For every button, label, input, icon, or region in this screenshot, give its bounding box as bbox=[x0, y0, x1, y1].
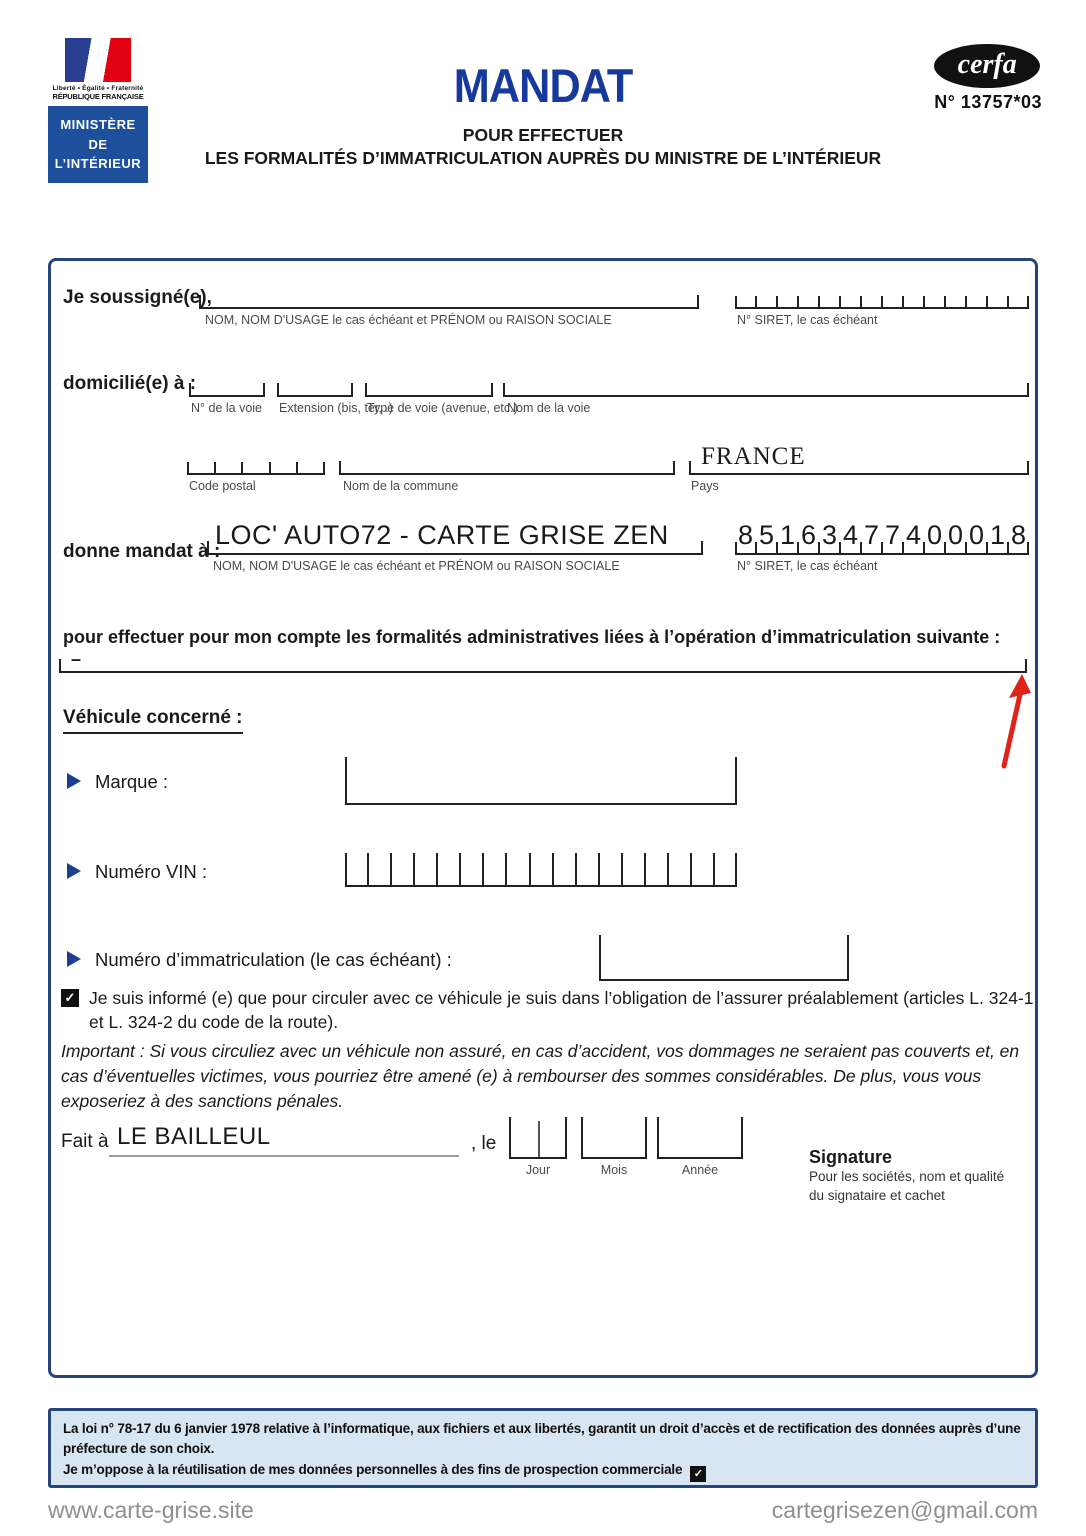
ministry-line: DE bbox=[88, 136, 108, 152]
jour-caption: Jour bbox=[525, 1163, 551, 1177]
nom-voie-caption: Nom de la voie bbox=[507, 401, 591, 415]
cerfa-oval-icon: cerfa bbox=[934, 44, 1040, 88]
voie-num-caption: N° de la voie bbox=[191, 401, 263, 415]
mandataire-name-caption: NOM, NOM D'USAGE le cas échéant et PRÉNOM ou RAISON SOCIALE bbox=[213, 559, 620, 573]
motto-text: Liberté • Égalité • Fraternité bbox=[52, 85, 144, 92]
arrow-bullet-icon bbox=[67, 863, 81, 879]
type-voie-caption: Type de voie (avenue, etc.) bbox=[367, 401, 518, 415]
mandat-label: donne mandat à : bbox=[63, 541, 221, 562]
legal-line-1: La loi n° 78-17 du 6 janvier 1978 relative à l’informatique, aux fichiers et aux libertés, garantit un droit d’accès et de rectification des données auprès d’une préfecture de son choix. bbox=[63, 1421, 1021, 1457]
immat-field[interactable] bbox=[599, 935, 849, 981]
ministry-line: L’INTÉRIEUR bbox=[54, 156, 142, 171]
form-header bbox=[0, 59, 1086, 169]
signature-note: du signataire et cachet bbox=[809, 1187, 945, 1203]
fait-a-label: Fait à bbox=[61, 1131, 109, 1152]
type-voie-field[interactable] bbox=[365, 365, 493, 397]
subtitle-2: LES FORMALITÉS D’IMMATRICULATION AUPRÈS DU MINISTRE DE L’INTÉRIEUR bbox=[204, 148, 882, 168]
pays-caption: Pays bbox=[691, 479, 719, 493]
fait-a-field[interactable] bbox=[109, 1123, 459, 1157]
le-label: , le bbox=[471, 1133, 497, 1154]
commune-caption: Nom de la commune bbox=[343, 479, 459, 493]
red-annotation-arrow-icon bbox=[990, 672, 1036, 772]
soussigne-siret-field[interactable] bbox=[735, 277, 1029, 309]
ministry-line: MINISTÈRE bbox=[60, 117, 136, 132]
arrow-bullet-icon bbox=[67, 951, 81, 967]
pays-field[interactable] bbox=[689, 431, 1029, 475]
pays-value: FRANCE bbox=[701, 443, 806, 470]
subtitle-1: POUR EFFECTUER bbox=[462, 125, 624, 145]
vin-field[interactable] bbox=[345, 847, 737, 887]
code-postal-field[interactable] bbox=[187, 443, 325, 475]
opposition-checkbox[interactable]: ✓ bbox=[690, 1466, 706, 1482]
code-postal-caption: Code postal bbox=[189, 479, 256, 493]
signature-note: Pour les sociétés, nom et qualité bbox=[809, 1169, 1005, 1184]
voie-num-field[interactable] bbox=[189, 365, 265, 397]
operation-value: – bbox=[71, 649, 82, 669]
assurance-text: Je suis informé (e) que pour circuler avec ce véhicule je suis dans l’obligation de l’assurer préalablement (articles L. 324-1 et L. 324-2 du code de la route). bbox=[89, 988, 1034, 1032]
cerfa-logo bbox=[934, 44, 1042, 113]
operation-intro: pour effectuer pour mon compte les formalités administratives liées à l’opération d’immatriculation suivante : bbox=[63, 627, 1001, 647]
mois-field[interactable] bbox=[581, 1117, 647, 1159]
soussigne-label: Je soussigné(e), bbox=[63, 287, 212, 308]
assurance-checkbox[interactable]: ✓ bbox=[61, 989, 79, 1007]
page-title: MANDAT bbox=[453, 59, 633, 112]
mandataire-siret-caption: N° SIRET, le cas échéant bbox=[737, 559, 878, 573]
footer-email: cartegrisezen@gmail.com bbox=[771, 1497, 1038, 1523]
mandataire-siret-field[interactable]: 8 5 1 6 3 4 7 7 4 0 0 0 1 8 bbox=[735, 513, 1029, 555]
jour-field[interactable] bbox=[509, 1117, 567, 1159]
marque-field[interactable] bbox=[345, 757, 737, 805]
soussigne-siret-caption: N° SIRET, le cas échéant bbox=[737, 313, 878, 327]
annee-field[interactable] bbox=[657, 1117, 743, 1159]
footer-website: www.carte-grise.site bbox=[48, 1497, 254, 1523]
important-text: Important : Si vous circuliez avec un véhicule non assuré, en cas d’accident, vos dommages ne seraient pas couverts et, en cas d’éventuelles victimes, vous pourriez être amené (e) à rembourser des sommes considérables. De plus, vous vous exposeriez à des sanctions pénales. bbox=[61, 1041, 1020, 1111]
soussigne-name-field[interactable] bbox=[199, 275, 699, 309]
signature-title: Signature bbox=[809, 1147, 893, 1167]
nom-voie-field[interactable] bbox=[503, 365, 1029, 397]
vehicule-heading: Véhicule concerné : bbox=[63, 707, 243, 734]
cerfa-number: N° 13757*03 bbox=[934, 92, 1042, 112]
republic-text: RÉPUBLIQUE FRANÇAISE bbox=[52, 92, 144, 101]
commune-field[interactable] bbox=[339, 443, 675, 475]
signature-area[interactable] bbox=[809, 1147, 1004, 1206]
operation-field[interactable] bbox=[59, 647, 1027, 673]
main-form-box bbox=[48, 258, 1038, 1378]
legal-notice-box bbox=[48, 1408, 1038, 1488]
mandataire-name-field[interactable] bbox=[207, 513, 703, 555]
vin-label: Numéro VIN : bbox=[95, 861, 208, 882]
marque-label: Marque : bbox=[95, 771, 169, 792]
immat-label: Numéro d’immatriculation (le cas échéant) : bbox=[95, 949, 452, 970]
annee-caption: Année bbox=[681, 1163, 719, 1177]
soussigne-name-caption: NOM, NOM D'USAGE le cas échéant et PRÉNOM ou RAISON SOCIALE bbox=[205, 313, 612, 327]
legal-line-2 bbox=[63, 1460, 1023, 1482]
mandataire-name-value: LOC' AUTO72 - CARTE GRISE ZEN bbox=[215, 520, 669, 550]
mois-caption: Mois bbox=[600, 1163, 628, 1177]
legal-line-2-text: Je m’oppose à la réutilisation de mes données personnelles à des fins de prospection commerciale bbox=[63, 1461, 683, 1477]
extension-caption: Extension (bis, ter, .) bbox=[279, 401, 393, 415]
fait-a-value: LE BAILLEUL bbox=[117, 1123, 271, 1150]
extension-field[interactable] bbox=[277, 365, 353, 397]
domicilie-label: domicilié(e) à : bbox=[63, 373, 197, 394]
arrow-bullet-icon bbox=[67, 773, 81, 789]
